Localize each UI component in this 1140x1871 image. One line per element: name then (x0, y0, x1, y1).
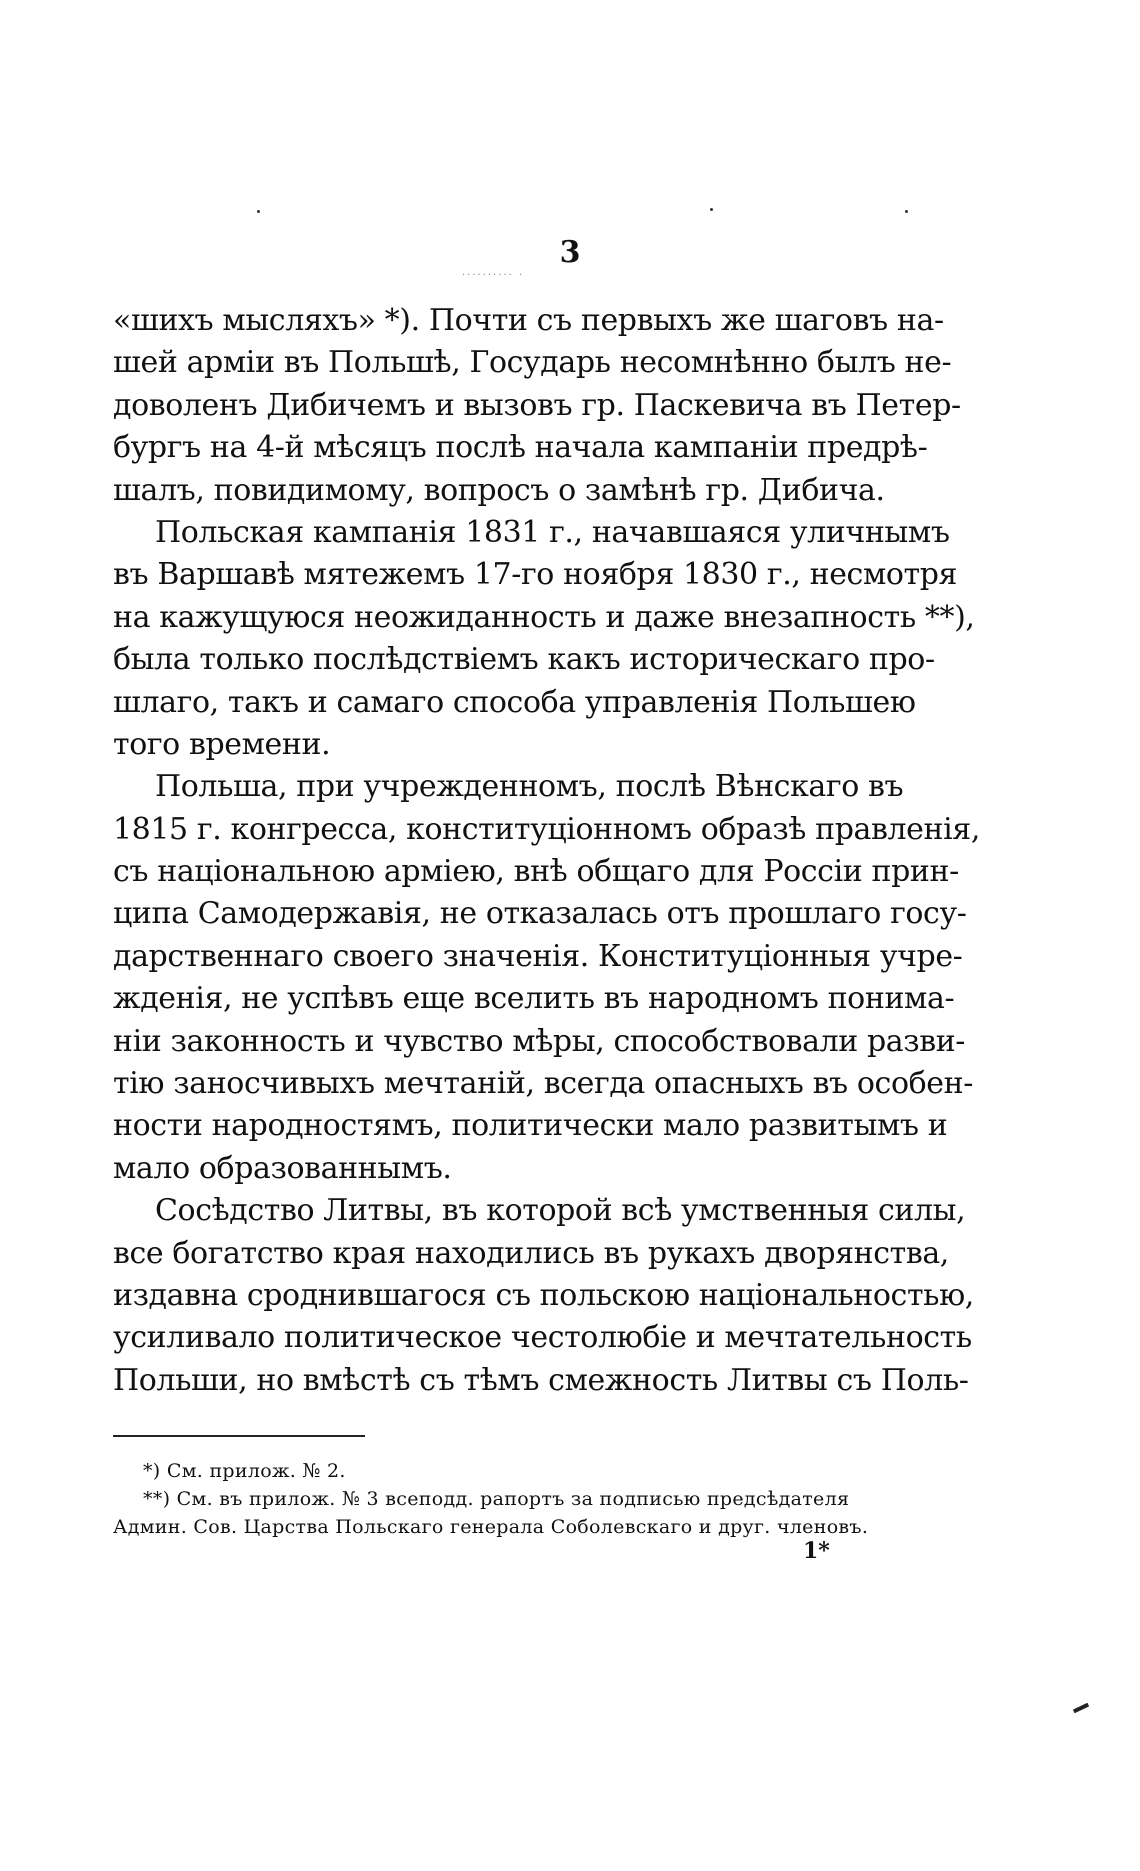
text-line: дарственнаго своего значенія. Конституціонныя учре- (113, 938, 963, 974)
paragraph-4 (113, 1190, 974, 1402)
text-line: Сосѣдство Литвы, въ которой всѣ умственныя силы, (155, 1193, 966, 1229)
text-line: Польская кампанія 1831 г., начавшаяся уличнымъ (155, 514, 950, 550)
scan-speck (905, 210, 908, 213)
text-line: ности народностямъ, политически мало развитымъ и (113, 1108, 948, 1144)
text-line: жденія, не успѣвъ еще вселить въ народномъ понима- (113, 981, 955, 1017)
text-line: «шихъ мысляхъ» *). Почти съ первыхъ же шаговъ на- (113, 303, 944, 338)
text-line: издавна сроднившагося съ польскою національностью, (113, 1277, 974, 1313)
paragraph-1 (113, 300, 961, 512)
footnote-2-continuation: Админ. Сов. Царства Польскаго генерала Соболевскаго и друг. членовъ. (113, 1516, 869, 1538)
footnote-2: **) См. въ прилож. № 3 всеподд. рапортъ за подписью предсѣдателя (143, 1488, 850, 1510)
signature-mark: 1* (803, 1538, 830, 1564)
scan-mark (1073, 1703, 1089, 1713)
body-text (113, 300, 980, 1402)
text-line: Польши, но вмѣстѣ съ тѣмъ смежность Литвы съ Поль- (113, 1362, 969, 1398)
text-line: бургъ на 4-й мѣсяцъ послѣ начала кампаніи предрѣ- (113, 430, 928, 466)
text-line: въ Варшавѣ мятежемъ 17-го ноября 1830 г., несмотря (113, 557, 958, 593)
footnotes (113, 1457, 873, 1541)
paragraph-2 (113, 512, 975, 766)
scan-speck (710, 208, 713, 211)
text-line: все богатство края находились въ рукахъ дворянства, (113, 1235, 949, 1271)
text-line: мало образованнымъ. (113, 1150, 452, 1186)
text-line: на кажущуюся неожиданность и даже внезапность **), (113, 599, 975, 635)
text-line: ципа Самодержавія, не отказалась отъ прошлаго госу- (113, 896, 967, 932)
text-line: 1815 г. конгресса, конституціонномъ образѣ правленія, (113, 811, 980, 847)
text-line: Польша, при учрежденномъ, послѣ Вѣнскаго въ (155, 769, 904, 805)
paragraph-3 (113, 766, 980, 1190)
header-rule-dots: ·········· · (462, 270, 525, 281)
text-line: тію заносчивыхъ мечтаній, всегда опасныхъ въ особен- (113, 1066, 973, 1102)
text-line: шлаго, такъ и самаго способа управленія Польшею (113, 684, 916, 720)
text-line: была только послѣдствіемъ какъ историческаго про- (113, 642, 935, 678)
footnote-1: *) См. прилож. № 2. (143, 1460, 346, 1482)
text-line: шей арміи въ Польшѣ, Государь несомнѣнно былъ не- (113, 345, 952, 381)
scan-speck (257, 210, 260, 213)
footnote-divider (113, 1435, 365, 1437)
text-line: усиливало политическое честолюбіе и мечтательность (113, 1320, 972, 1356)
text-line: того времени. (113, 726, 331, 762)
text-line: шалъ, повидимому, вопросъ о замѣнѣ гр. Дибича. (113, 472, 885, 508)
text-line: доволенъ Дибичемъ и вызовъ гр. Паскевича въ Петер- (113, 387, 961, 423)
text-line: съ національною арміею, внѣ общаго для Россіи прин- (113, 854, 959, 890)
page-number: 3 (559, 235, 581, 270)
text-line: ніи законность и чувство мѣры, способствовали разви- (113, 1023, 966, 1059)
